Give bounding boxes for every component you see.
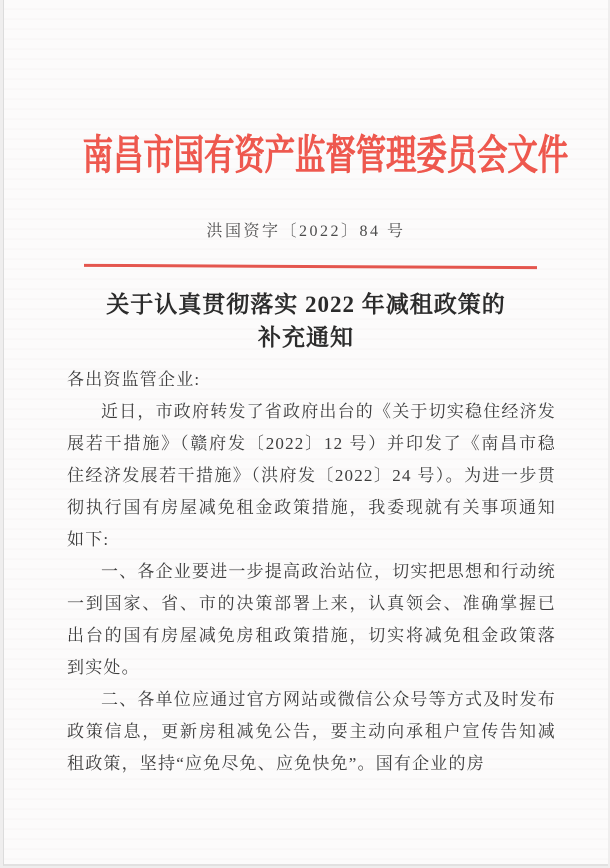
document-title-line2: 补充通知 — [258, 325, 354, 350]
paragraph-item-1: 一、各企业要进一步提高政治站位，切实把思想和行动统一到国家、省、市的决策部署上来，认真领会、准确掌握已出台的国有房屋减免房租政策措施，切实将减免租金政策落到实处。 — [67, 562, 556, 677]
salutation: 各出资监管企业: — [67, 370, 201, 389]
document-page — [3, 0, 608, 866]
paragraph-intro: 近日，市政府转发了省政府出台的《关于切实稳住经济发展若干措施》（赣府发〔2022〕12 号）并印发了《南昌市稳住经济发展若干措施》（洪府发〔2022〕24 号）。为进一步贯彻执行国有房屋减免租金政策措施，我委现就有关事项通知如下: — [67, 402, 556, 549]
document-body — [67, 364, 556, 780]
document-number: 洪国资字〔2022〕84 号 — [206, 223, 406, 240]
red-divider-line — [84, 264, 537, 269]
document-title-line1: 关于认真贯彻落实 2022 年减租政策的 — [106, 292, 506, 317]
document-title — [4, 288, 608, 354]
letterhead-title: 南昌市国有资产监督管理委员会文件 — [82, 132, 568, 178]
paragraph-item-2: 二、各单位应通过官方网站或微信公众号等方式及时发布政策信息，更新房租减免公告，要主动向承租户宣传告知减租政策，坚持“应免尽免、应免快免”。国有企业的房 — [67, 690, 556, 773]
